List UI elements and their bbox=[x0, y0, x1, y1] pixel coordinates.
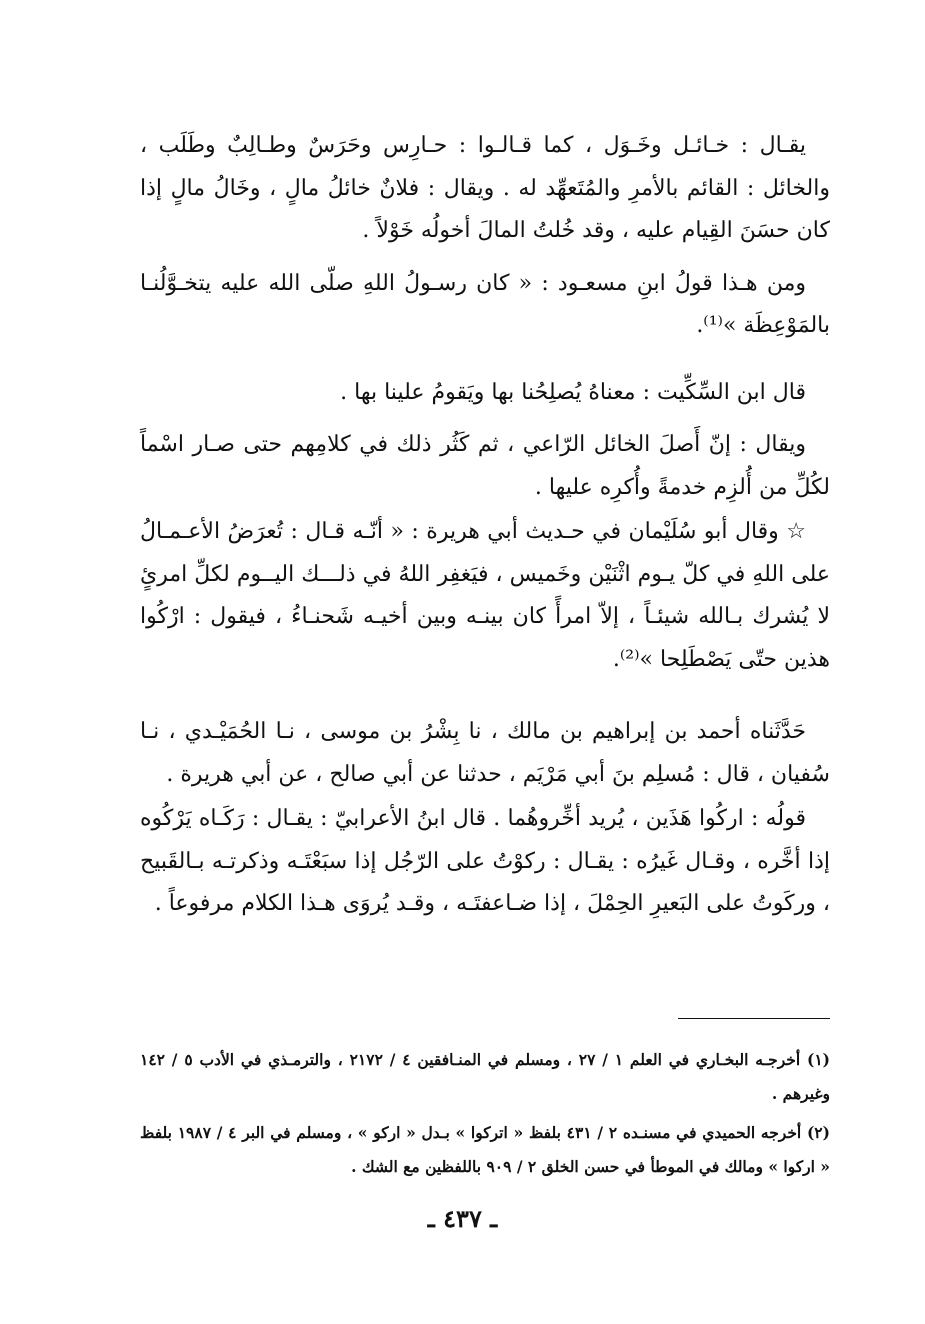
paragraph-2: ومن هـذا قولُ ابنِ مسعـود : « كان رسـولُ اللهِ صلّى الله عليه يتخـوَّلُنـا بالمَوْعِظَة »⁽¹⁾. bbox=[140, 270, 830, 338]
paragraph-3: قال ابن السِّكِّيت : معناهُ يُصلِحُنا بها ويَقومُ علينا بها . bbox=[340, 379, 806, 405]
footnote-2: (٢) أخرجه الحميدي في مسنـده ٢ / ٤٣١ بلفظ « اتركوا » بـدل « اركو » ، ومسلم في البر ٤ / ١٩٨٧ بلفظ « اركوا » ومالك في الموطأ في حسن الخلق ٢ / ٩٠٩ باللفظين مع الشك . bbox=[140, 1123, 830, 1176]
footnote-divider bbox=[678, 1018, 830, 1019]
paragraph-6: حَدَّثَناه أحمد بن إبراهيم بن مالك ، نا بِشْرُ بن موسى ، نـا الحُمَيْـدي ، نـا سُفيان ، قال : مُسلِم بنَ أبي مَرْيَم ، حدثنا عن أبي صالح ، عن أبي هريرة . bbox=[140, 719, 830, 787]
footnote-1: (١) أخرجـه البخـاري في العلم ١ / ٢٧ ، ومسلم في المنـافقين ٤ / ٢١٧٢ ، والترمـذي في الأدب ٥ / ١٤٢ وغيرهم . bbox=[140, 1050, 830, 1103]
paragraph-4: ويقال : إنّ أَصلَ الخائل الرّاعي ، ثم كَثُر ذلك في كلامِهم حتى صـار اسْماً لكُلِّ من أُلزِم خدمةً وأُكرِه عليها . bbox=[140, 432, 830, 500]
paragraph-5: ☆ وقال أبو سُلَيْمان في حـديث أبي هريرة : « أنّـه قـال : تُعرَضُ الأعـمـالُ على اللهِ في كلّ يـوم اثْنَيْن وخَميس ، فيَغفِر اللهُ في ذلـــك اليــوم لكلِّ امرئٍ لا يُشرك بـالله شيئـاً ، إلاّ امرأً كان بينـه وبين أخيـه شَحنـاءُ ، فيقول : ارْكُوا هذين حتّى يَصْطَلِحا »⁽²⁾. bbox=[140, 519, 830, 672]
main-text bbox=[140, 125, 830, 926]
footnotes bbox=[140, 1043, 830, 1184]
paragraph-7: قولُه : اركُوا هَذَين ، يُريد أخِّروهُما . قال ابنُ الأعرابيّ : يقـال : رَكَـاه يَرْكُوه إذا أخَّره ، وقـال غَيرُه : يقـال : ركوْتُ على الرّجُل إذا سبَعْتَـه وذكرتـه بـالقَبيح ، وركَوتُ على البَعيرِ الحِمْلَ ، إذا ضـاعفتَـه ، وقـد يُروَى هـذا الكلام مرفوعاً . bbox=[140, 806, 830, 916]
paragraph-1: يقـال : خـائـل وخَـوَل ، كما قـالـوا : حـارِس وحَرَسٌ وطـالِبٌ وطَلَب ، والخائل : القائم بالأمرِ والمُتَعهِّد له . ويقال : فلانٌ خائلُ مالٍ ، وخَالُ مالٍ إذا كان حسَنَ القِيام عليه ، وقد خُلتُ المالَ أخولُه خَوْلاً . bbox=[140, 133, 830, 243]
page-number: ـ ٤٣٧ ـ bbox=[427, 1204, 498, 1233]
